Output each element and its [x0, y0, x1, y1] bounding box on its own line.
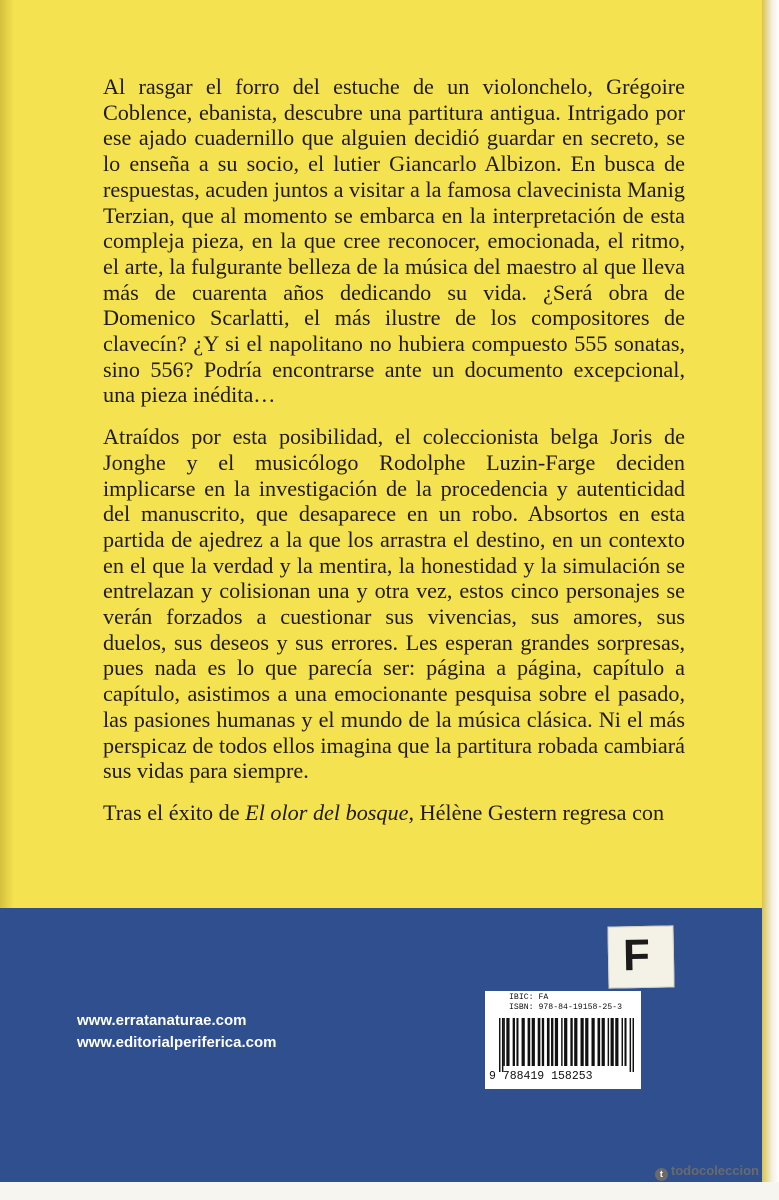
ibic-code: IBIC: FA [509, 993, 549, 1002]
barcode-bar [580, 1018, 583, 1066]
barcode-bar [516, 1018, 518, 1066]
barcode-guard-bar [633, 1018, 634, 1072]
page-edge-right [762, 0, 779, 1200]
barcode-bar [570, 1018, 572, 1066]
publisher-websites [77, 1010, 277, 1054]
synopsis-text [103, 74, 685, 826]
synopsis-paragraph-1: Al rasgar el forro del estuche de un violonchelo, Grégoire Coblence, ebanista, descubre una partitura antigua. Intrigado por ese ajado cuadernillo que alguien decidió guardar en secreto, se lo enseña a su socio, el lutier Giancarlo Albizon. En busca de respuestas, acuden juntos a visitar a la famosa clavecinista Manig Terzian, que al momento se embarca en la interpretación de esta compleja pieza, en la que cree reconocer, emocionada, el ritmo, el arte, la fulgurante belleza de la música del maestro al que lleva más de cuarenta años dedicando su vida. ¿Será obra de Domenico Scarlatti, el más ilustre de los compositores de clavecín? ¿Y si el napolitano no hubiera compuesto 555 sonatas, sino 556? Podría encontrarse ante un documento excepcional, una pieza inédita… [103, 74, 685, 408]
isbn-header [509, 993, 622, 1012]
watermark-text: todocoleccion [670, 1163, 759, 1178]
paragraph-3-start: Tras el éxito de [103, 799, 246, 825]
barcode-bar [538, 1018, 541, 1066]
barcode-bar [528, 1018, 531, 1066]
barcode-digits: 9 788419 158253 [489, 1070, 593, 1083]
barcode-bar [615, 1018, 618, 1066]
barcode-bar [547, 1018, 550, 1066]
barcode [499, 1018, 634, 1072]
isbn-number: ISBN: 978-84-19158-25-3 [509, 1002, 623, 1012]
barcode-bar [564, 1018, 567, 1066]
isbn-barcode-box [485, 991, 641, 1089]
barcode-guard-bar [502, 1018, 503, 1072]
barcode-bar [608, 1018, 609, 1066]
barcode-bar [574, 1018, 577, 1066]
barcode-bar [622, 1018, 623, 1066]
barcode-bar [602, 1018, 605, 1066]
barcode-bar [611, 1018, 614, 1066]
website-link[interactable]: www.editorialperiferica.com [77, 1034, 277, 1051]
barcode-bar [542, 1018, 544, 1066]
barcode-bar [522, 1018, 525, 1066]
barcode-bar [561, 1018, 562, 1066]
barcode-bar [503, 1018, 504, 1066]
barcode-bar [591, 1018, 594, 1066]
sticker-handwritten-mark: F [622, 930, 651, 981]
barcode-bar [624, 1018, 626, 1066]
watermark [655, 1163, 759, 1181]
website-link[interactable]: www.erratanaturae.com [77, 1012, 247, 1029]
barcode-bar [532, 1018, 535, 1066]
obscured-text-strip [103, 908, 685, 913]
synopsis-paragraph-3 [103, 800, 685, 826]
publisher-band [0, 908, 762, 1182]
barcode-bar [598, 1018, 601, 1066]
barcode-bar [513, 1018, 515, 1066]
barcode-guard-bar [630, 1018, 631, 1072]
barcode-bar [506, 1018, 509, 1066]
barcode-bar [551, 1018, 553, 1066]
watermark-logo-icon: t [655, 1168, 668, 1181]
book-title-reference: El olor del bosque [245, 799, 409, 825]
page-edge-bottom [0, 1182, 779, 1200]
paragraph-3-end: , Hélène Gestern regresa con [408, 799, 665, 825]
synopsis-paragraph-2: Atraídos por esta posibilidad, el coleccionista belga Joris de Jonghe y el musicólogo Rodolphe Luzin-Farge deciden implicarse en la investigación de la procedencia y autenticidad del manuscrito, que desaparece en un robo. Absortos en esta partida de ajedrez a la que los arrastra el destino, en un contexto en el que la verdad y la mentira, la honestidad y la simulación se entrelazan y colisionan una y otra vez, estos cinco personajes se verán forzados a cuestionar sus vivencias, sus amores, sus duelos, sus deseos y sus errores. Les esperan grandes sorpresas, pues nada es lo que parecía ser: página a página, capítulo a capítulo, asistimos a una emocionante pesquisa sobre el pasado, las pasiones humanas y el mundo de la música clásica. Ni el más perspicaz de todos ellos imagina que la partitura robada cambiará sus vidas para siempre. [103, 424, 685, 784]
barcode-bar [585, 1018, 588, 1066]
barcode-bar [555, 1018, 558, 1066]
barcode-guard-bar [499, 1018, 500, 1072]
price-sticker [607, 925, 674, 988]
